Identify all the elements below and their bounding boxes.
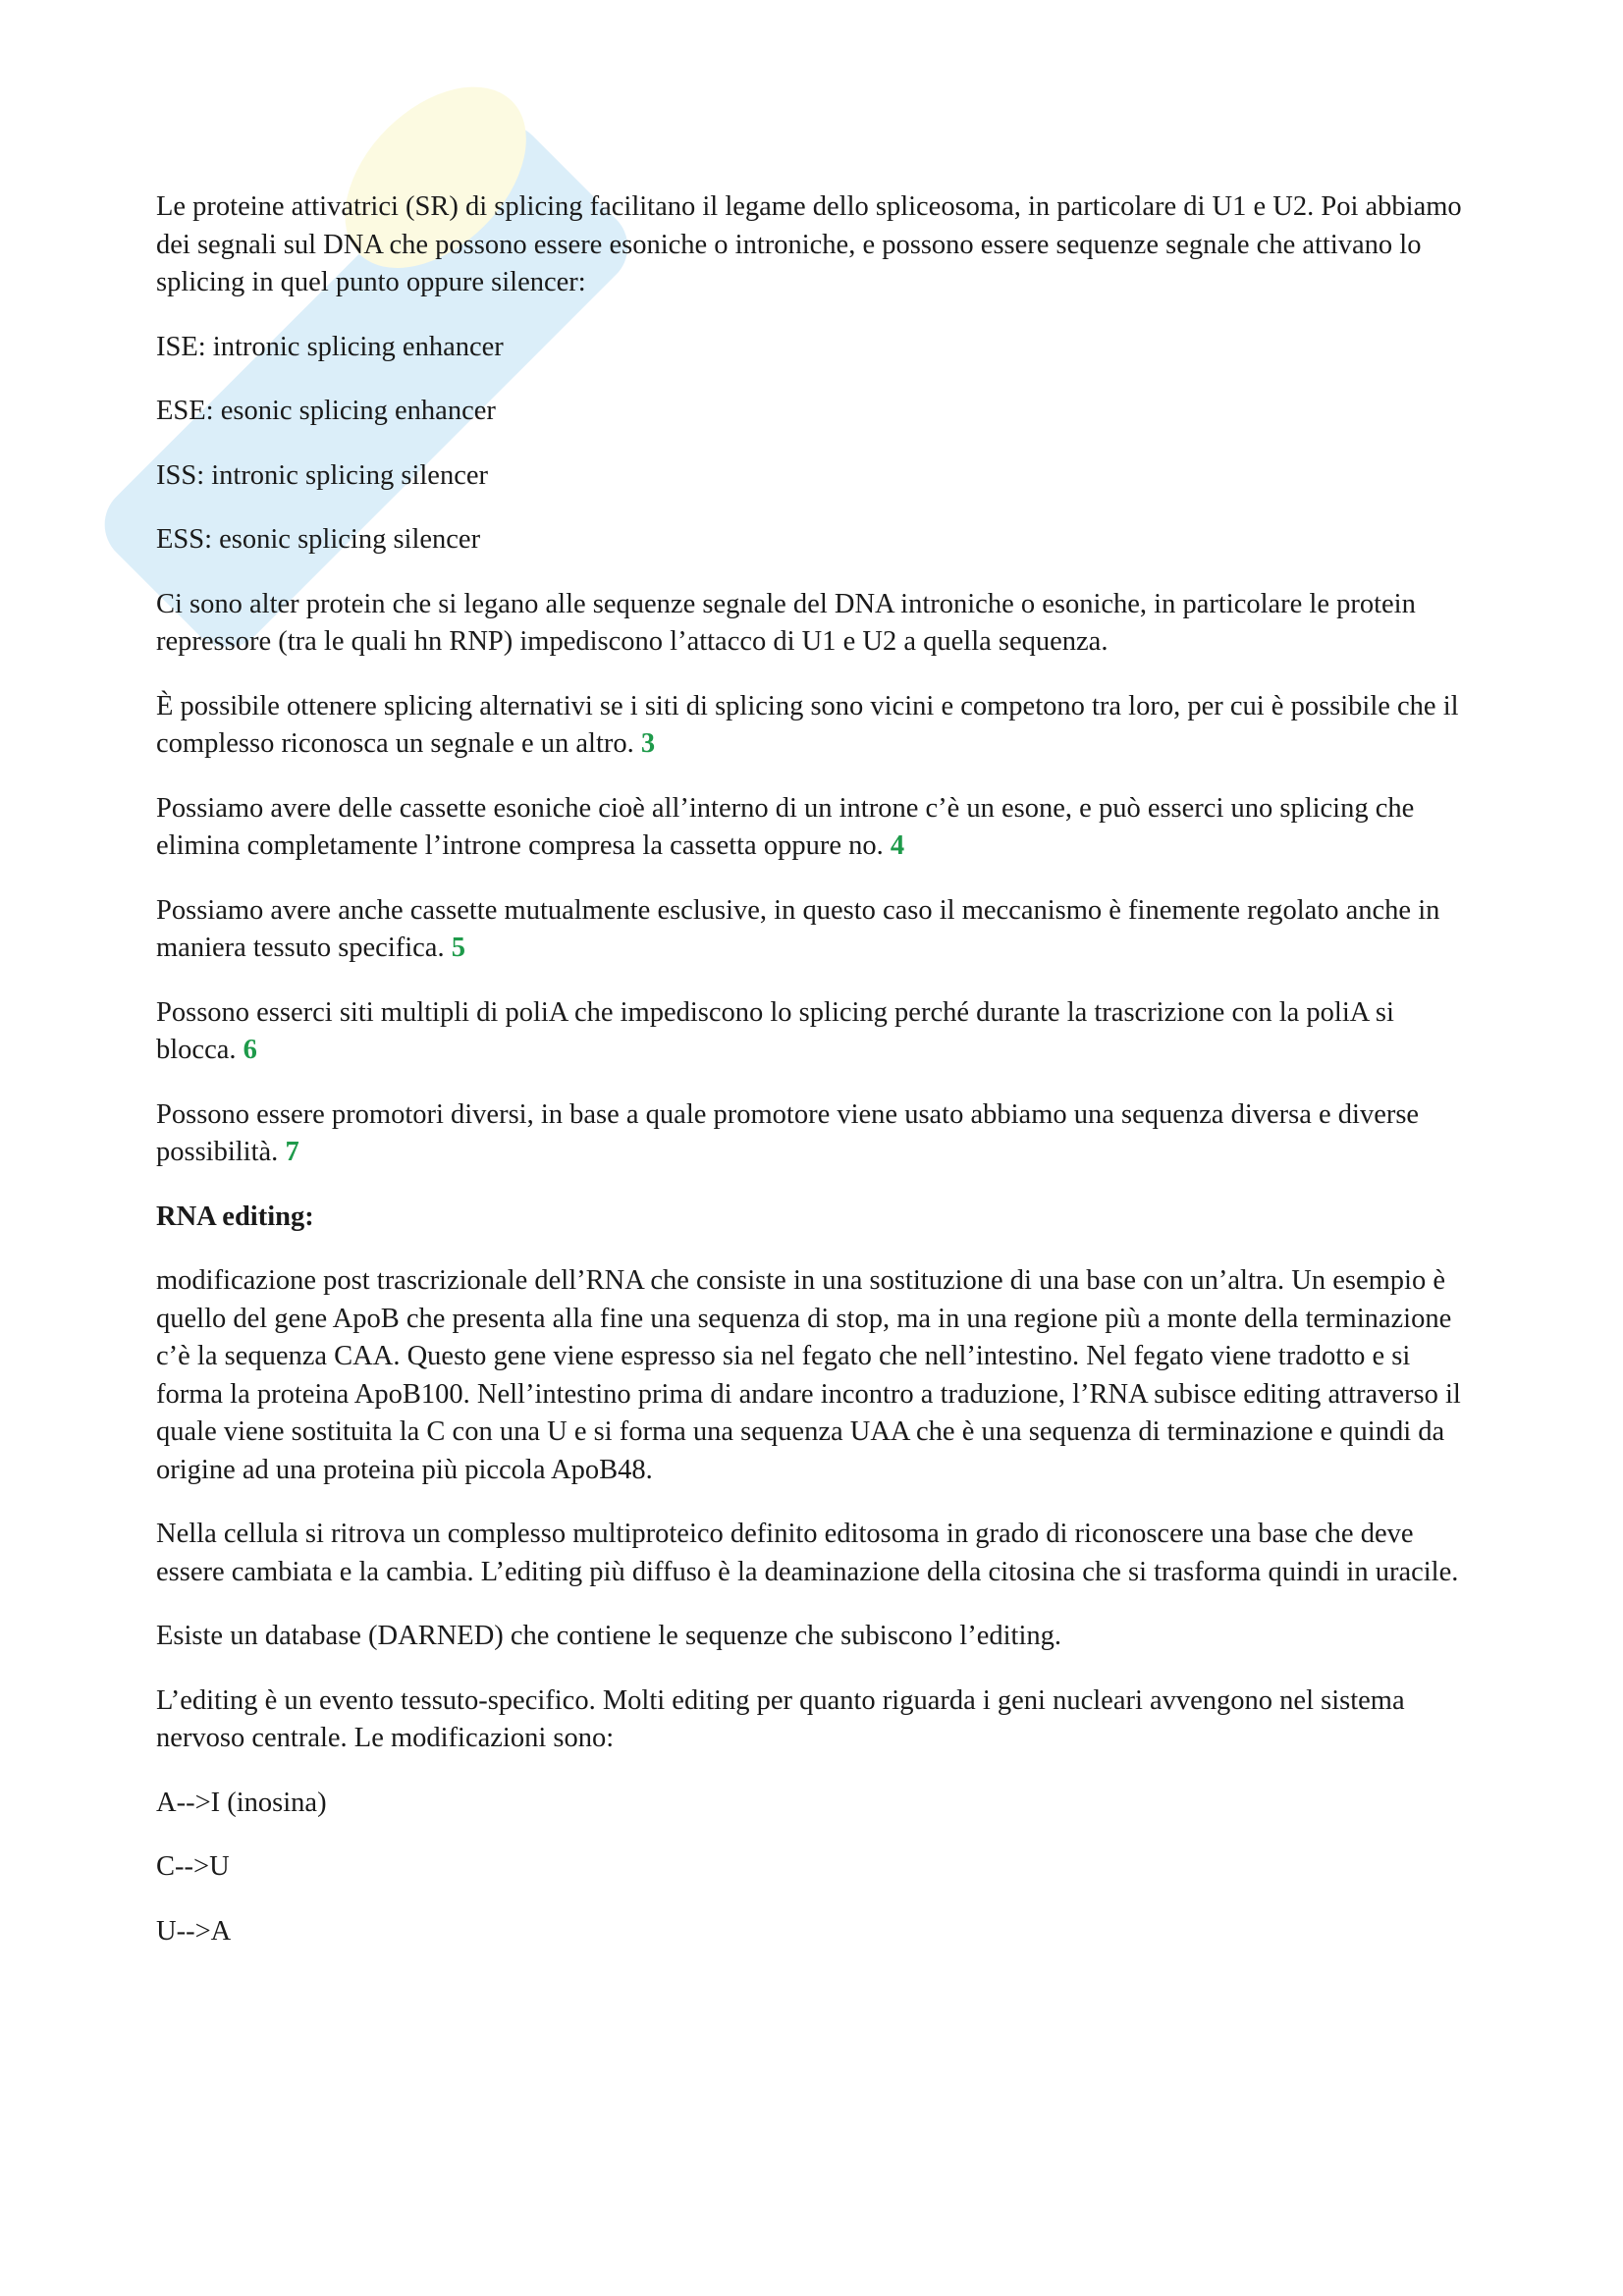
- paragraph-tissue-specific: L’editing è un evento tessuto-specifico. Molti editing per quanto riguarda i geni nucleari avvengono nel sistema nervoso centrale. Le modificazioni sono:: [156, 1684, 1405, 1753]
- paragraph-mutually-exclusive: [156, 892, 1472, 968]
- paragraph-exon-cassettes: [156, 790, 1472, 866]
- paragraph-text: Possiamo avere delle cassette esoniche cioè all’interno di un introne c’è un esone, e può esserci uno splicing che elimina completamente l’introne compresa la cassetta oppure no.: [156, 792, 1415, 861]
- paragraph-text: Possono essere promotori diversi, in base a quale promotore viene usato abbiamo una sequenza diversa e diverse possibilità.: [156, 1098, 1420, 1167]
- figure-ref-3: 3: [640, 728, 656, 759]
- paragraph-text: Possiamo avere anche cassette mutualmente esclusive, in questo caso il meccanismo è finemente regolato anche in maniera tessuto specifica.: [156, 894, 1440, 963]
- paragraph-alternative-splicing: [156, 688, 1472, 764]
- modification-a-to-i: A-->I (inosina): [156, 1787, 327, 1818]
- list-item-ess: ESS: esonic splicing silencer: [156, 524, 481, 555]
- paragraph-repressor-proteins: Ci sono alter protein che si legano alle sequenze segnale del DNA introniche o esoniche, in particolare le protein repressore (tra le quali hn RNP) impediscono l’attacco di U1 e U2 a quella sequenza.: [156, 588, 1416, 657]
- list-item-iss: ISS: intronic splicing silencer: [156, 459, 488, 491]
- modification-u-to-a: U-->A: [156, 1915, 232, 1947]
- paragraph-text: È possibile ottenere splicing alternativi se i siti di splicing sono vicini e competono tra loro, per cui è possibile che il complesso riconosca un segnale e un altro.: [156, 690, 1459, 759]
- paragraph-polya-sites: [156, 994, 1472, 1070]
- paragraph-editosome: Nella cellula si ritrova un complesso multiproteico definito editosoma in grado di riconoscere una base che deve essere cambiata e la cambia. L’editing più diffuso è la deaminazione della citosina che si trasforma quindi in uracile.: [156, 1519, 1459, 1587]
- list-item-ise: ISE: intronic splicing enhancer: [156, 331, 504, 362]
- section-heading-rna-editing: RNA editing:: [156, 1201, 314, 1232]
- figure-ref-6: 6: [243, 1035, 257, 1065]
- modification-c-to-u: C-->U: [156, 1851, 230, 1882]
- figure-ref-4: 4: [890, 830, 905, 861]
- figure-ref-7: 7: [285, 1137, 299, 1167]
- paragraph-promoters: [156, 1096, 1472, 1172]
- document-page: [156, 188, 1472, 1977]
- paragraph-editing-definition: modificazione post trascrizionale dell’RNA che consiste in una sostituzione di una base con un’altra. Un esempio è quello del gene ApoB che presenta alla fine una sequenza di stop, ma in una regione più a monte della terminazione c’è la sequenza CAA. Questo gene viene espresso sia nel fegato che nell’intestino. Nel fegato viene tradotto e si forma la proteina ApoB100. Nell’intestino prima di andare incontro a traduzione, l’RNA subisce editing attraverso il quale viene sostituita la C con una U e si forma una sequenza UAA che è una sequenza di terminazione e quindi da origine ad una proteina più piccola ApoB48.: [156, 1265, 1461, 1485]
- paragraph-splicing-proteins: Le proteine attivatrici (SR) di splicing facilitano il legame dello spliceosoma, in particolare di U1 e U2. Poi abbiamo dei segnali sul DNA che possono essere esoniche o introniche, e possono essere sequenze segnale che attivano lo splicing in quel punto oppure silencer:: [156, 191, 1462, 297]
- paragraph-darned-database: Esiste un database (DARNED) che contiene le sequenze che subiscono l’editing.: [156, 1621, 1061, 1651]
- paragraph-text: Possono esserci siti multipli di poliA che impediscono lo splicing perché durante la trascrizione con la poliA si blocca.: [156, 996, 1394, 1065]
- figure-ref-5: 5: [451, 933, 465, 963]
- list-item-ese: ESE: esonic splicing enhancer: [156, 396, 496, 426]
